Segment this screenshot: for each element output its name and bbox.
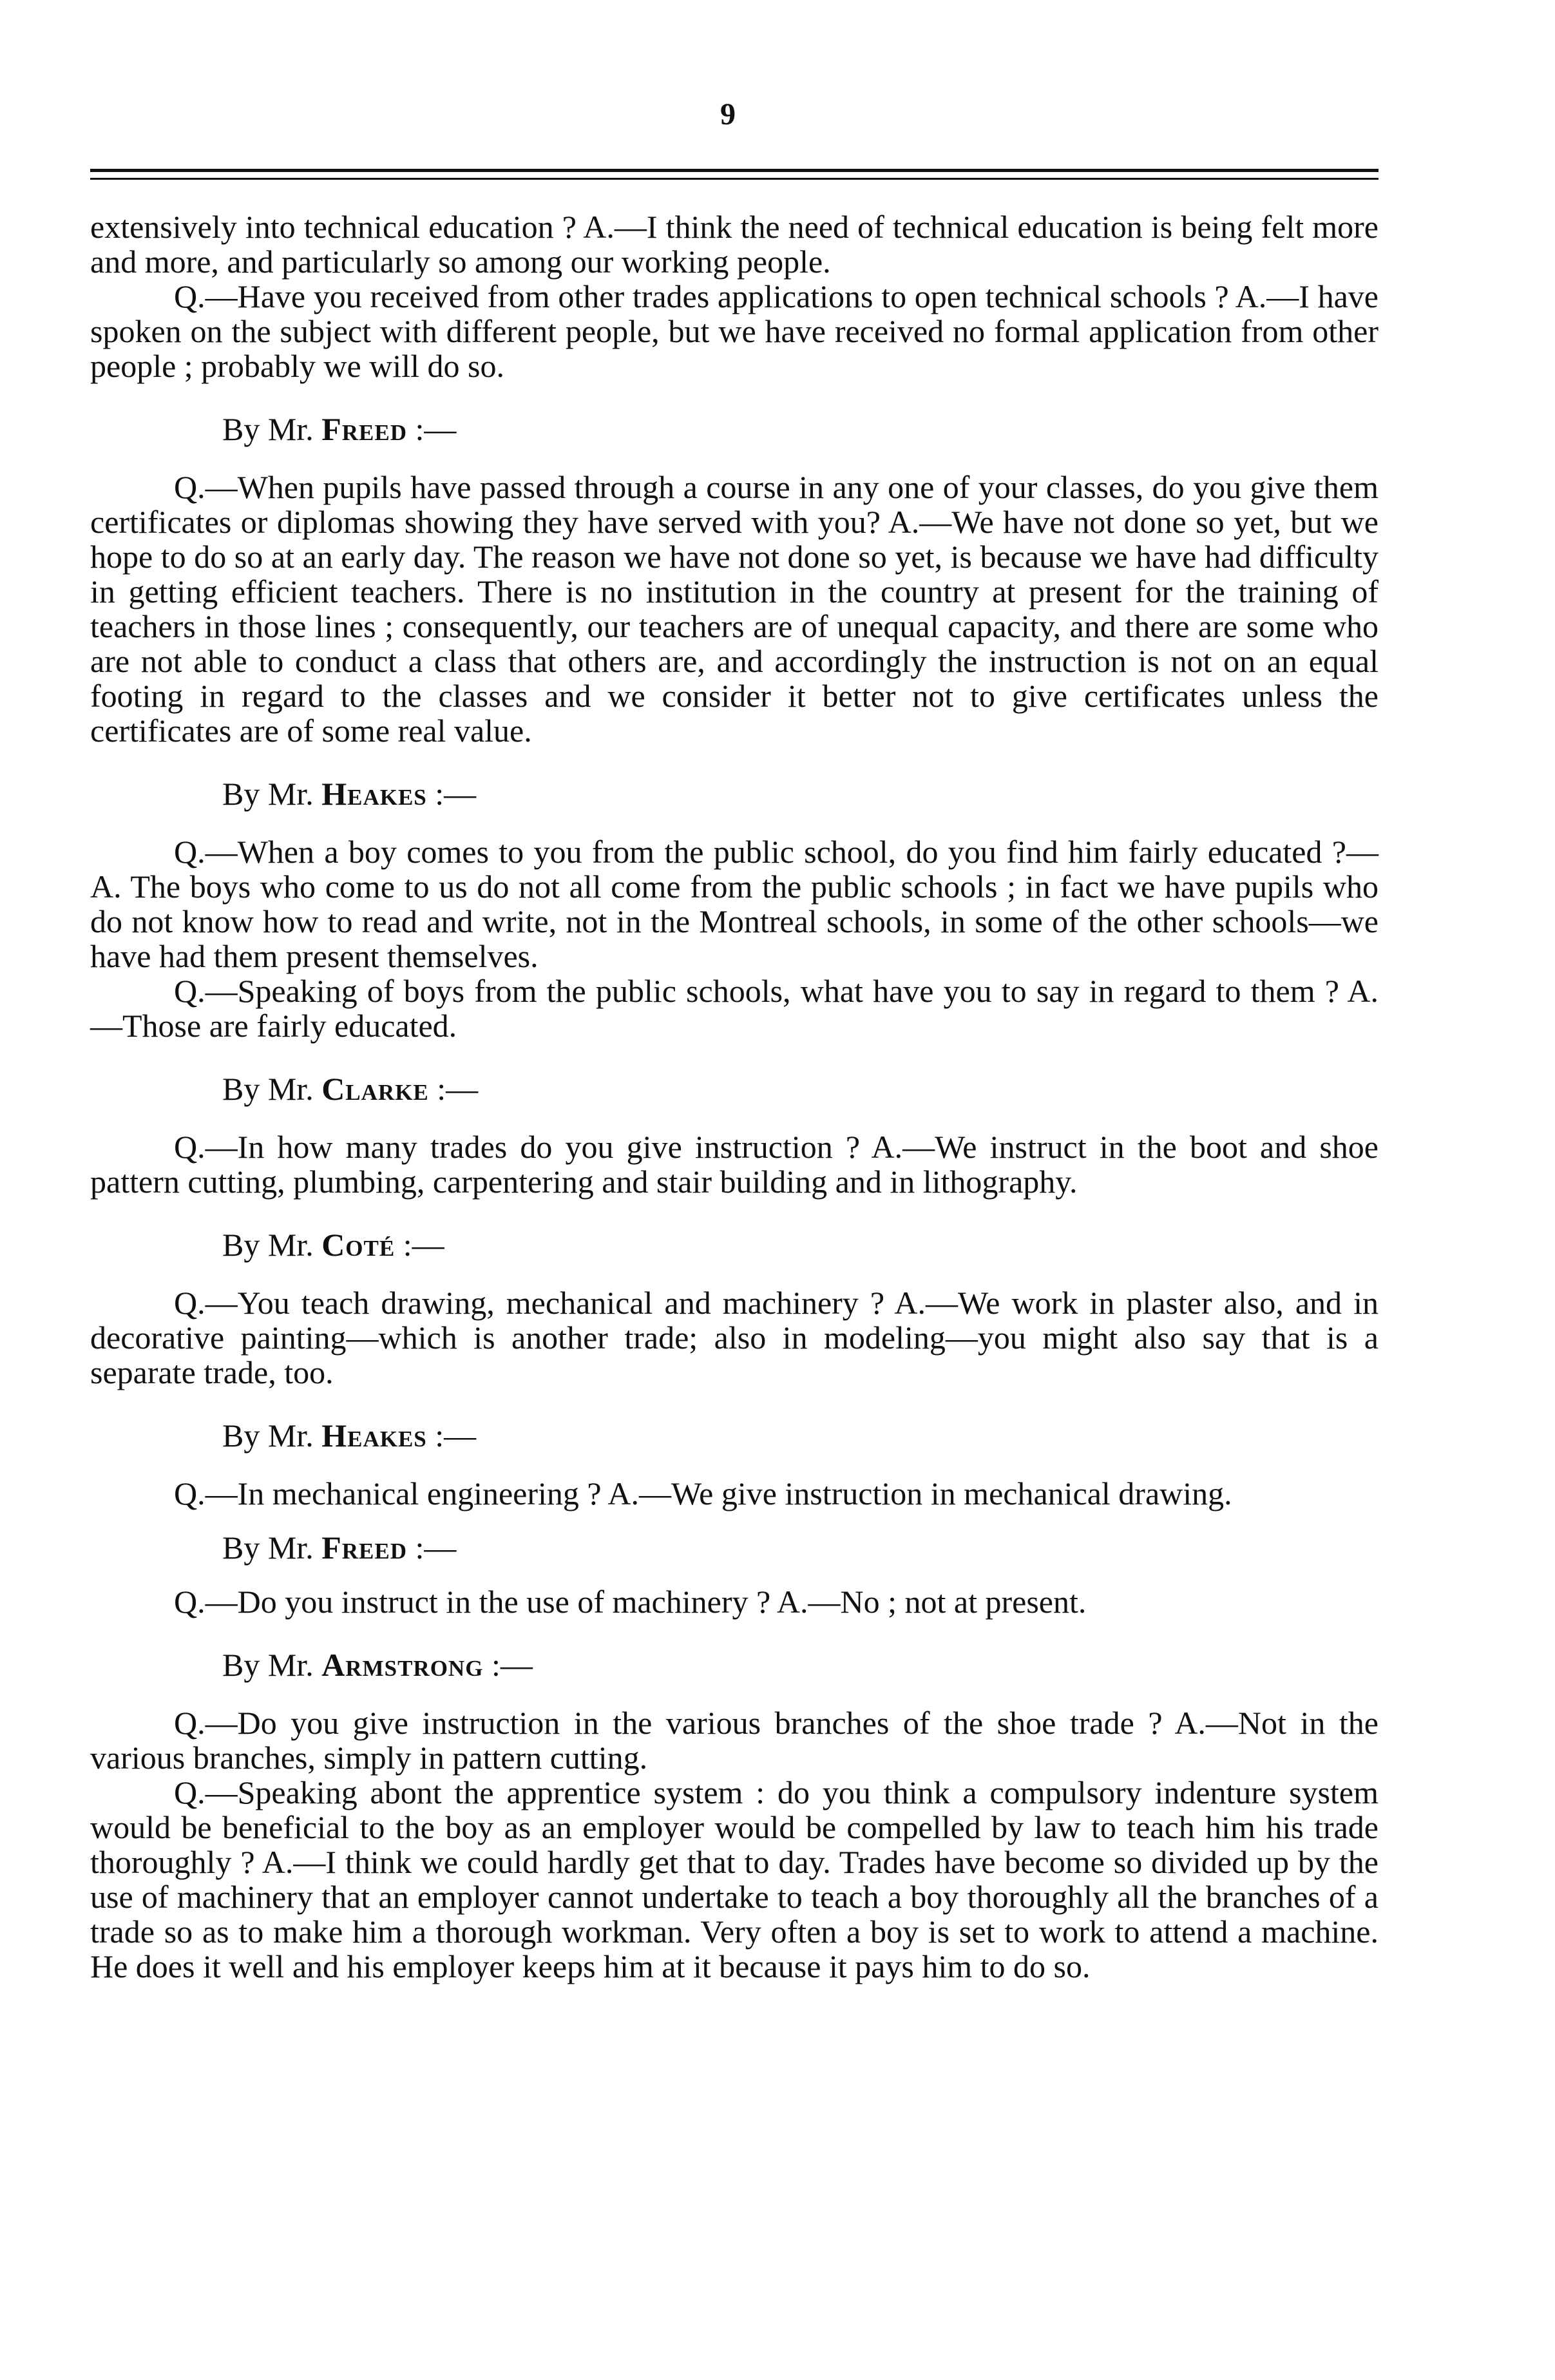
heading-suffix: :—	[415, 1530, 457, 1566]
page-number: 9	[720, 97, 736, 131]
spacer	[90, 1511, 1379, 1530]
spacer	[90, 446, 1379, 470]
paragraph: Q.—Do you instruct in the use of machinery ? A.—No ; not at present.	[174, 1584, 1087, 1620]
speaker-name: Heakes	[321, 1417, 427, 1454]
heading-suffix: :—	[491, 1647, 533, 1683]
paragraph: Q.—Have you received from other trades applications to open technical schools ? A.—I have spoken on the subject with different people, but we have received no formal application from other people ; probably we will do so.	[90, 278, 1379, 384]
paragraph: Q.—In mechanical engineering ? A.—We give instruction in mechanical drawing.	[174, 1475, 1232, 1511]
speaker-name: Freed	[321, 411, 407, 447]
paragraph: Q.—When a boy comes to you from the public school, do you find him fairly educated ?—A. The boys who come to us do not all come from the public schools ; in fact we have pupils who do not know how to read and write, not in the Montreal schools, in some of the other schools—we have had them present themselves.	[90, 834, 1379, 974]
heading-prefix: By Mr.	[222, 776, 314, 812]
heading-prefix: By Mr.	[222, 411, 314, 447]
spacer	[90, 1106, 1379, 1129]
speaker-name: Armstrong	[321, 1647, 484, 1683]
spacer	[90, 1390, 1379, 1418]
heading-suffix: :—	[415, 411, 457, 447]
paragraph: extensively into technical education ? A.—I think the need of technical education is being felt more and more, and particularly so among our working people.	[90, 209, 1379, 280]
heading-suffix: :—	[435, 1417, 477, 1454]
speaker-heading	[90, 776, 1379, 811]
header-rule-thin	[90, 178, 1379, 180]
speaker-heading	[90, 412, 1379, 446]
speaker-name: Coté	[321, 1227, 396, 1263]
paragraph: Q.—Speaking of boys from the public schools, what have you to say in regard to them ? A.—Those are fairly educated.	[90, 973, 1379, 1044]
spacer	[90, 1043, 1379, 1071]
speaker-name: Freed	[321, 1530, 407, 1566]
spacer	[90, 1262, 1379, 1285]
heading-suffix: :—	[435, 776, 477, 812]
spacer	[90, 1619, 1379, 1647]
speaker-heading	[90, 1418, 1379, 1453]
paragraph: Q.—You teach drawing, mechanical and machinery ? A.—We work in plaster also, and in decorative painting—which is another trade; also in modeling—you might also say that is a separate trade, too.	[90, 1285, 1379, 1390]
heading-prefix: By Mr.	[222, 1071, 314, 1107]
header-rule-thick	[90, 169, 1379, 172]
spacer	[90, 1453, 1379, 1476]
heading-suffix: :—	[403, 1227, 444, 1263]
paragraph: Q.—Speaking abont the apprentice system : do you think a compulsory indenture system would be beneficial to the boy as an employer would be compelled by law to teach him his trade thoroughly ? A.—I think we could hardly get that to day. Trades have become so divided up by the use of machinery that an employer cannot undertake to teach a boy thoroughly all the branches of a trade so as to make him a thorough workman. Very often a boy is set to work to attend a machine. He does it well and his employer keeps him at it because it pays him to do so.	[90, 1774, 1379, 1984]
spacer	[90, 1682, 1379, 1705]
spacer	[90, 748, 1379, 776]
speaker-name: Clarke	[321, 1071, 429, 1107]
body-text	[90, 209, 1379, 1984]
heading-prefix: By Mr.	[222, 1530, 314, 1566]
heading-prefix: By Mr.	[222, 1227, 314, 1263]
speaker-heading	[90, 1227, 1379, 1262]
paragraph: Q.—Do you give instruction in the various branches of the shoe trade ? A.—Not in the various branches, simply in pattern cutting.	[90, 1705, 1379, 1776]
heading-suffix: :—	[437, 1071, 479, 1107]
heading-prefix: By Mr.	[222, 1417, 314, 1454]
speaker-heading	[90, 1647, 1379, 1682]
spacer	[90, 1199, 1379, 1227]
speaker-heading	[90, 1530, 1379, 1565]
speaker-heading	[90, 1071, 1379, 1106]
spacer	[90, 1565, 1379, 1584]
paragraph: Q.—When pupils have passed through a course in any one of your classes, do you give them certificates or diplomas showing they have served with you? A.—We have not done so yet, but we hope to do so at an early day. The reason we have not done so yet, is because we have had difficulty in getting efficient teachers. There is no institution in the country at present for the training of teachers in those lines ; consequently, our teachers are of unequal capacity, and there are some who are not able to conduct a class that others are, and accordingly the instruction is not on an equal footing in regard to the classes and we consider it better not to give certificates unless the certificates are of some real value.	[90, 469, 1379, 749]
speaker-name: Heakes	[321, 776, 427, 812]
spacer	[90, 811, 1379, 834]
paragraph: Q.—In how many trades do you give instruction ? A.—We instruct in the boot and shoe pattern cutting, plumbing, carpentering and stair building and in lithography.	[90, 1129, 1379, 1200]
spacer	[90, 383, 1379, 412]
heading-prefix: By Mr.	[222, 1647, 314, 1683]
